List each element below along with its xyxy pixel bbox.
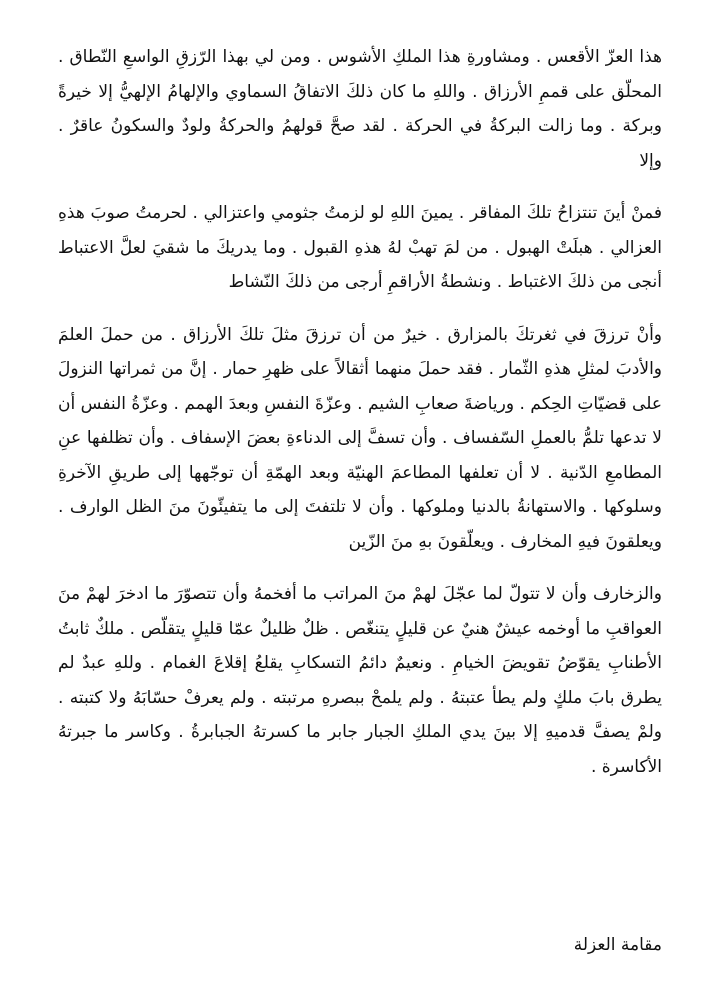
document-body — [58, 40, 662, 784]
paragraph-1: هذا العزّ الأقعس . ومشاورةِ هذا الملكِ الأشوس . ومن لي بهذا الرّزقِ الواسعِ النّطاق . المحلّق على قممِ الأرزاق . واللهِ ما كان ذلكَ الاتفاقُ السماوي والإلهامُ الإلهيُّ إلا خيرةً وبركة . وما زالت البركةُ في الحركة . لقد صحَّ قولهمُ والحركةُ ولودٌ والسكونُ عاقرٌ . وإلا — [58, 47, 662, 171]
paragraph-2: فمنْ أينَ تنتزاحُ تلكَ المفاقر . يمينَ اللهِ لو لزمتُ جثومي واعتزالي . لحرمتُ صوبَ هذهِ العزالي . هبلَتْ الهبول . من لمَ تهبْ لهُ هذهِ القبول . وما يدريكَ ما شقيَ لعلَّ الاعتباط أنجى من ذلكَ الاغتباط . ونشطةُ الأراقمِ أرجى من ذلكَ النّشاط — [58, 203, 662, 292]
section-title: مقامة العزلة — [573, 935, 662, 955]
paragraph-4: والزخارف وأن لا تتولّ لما عجّلَ لهمْ منَ المراتب ما أفخمهُ وأن تتصوّرَ ما ادخرَ لهمْ منَ العواقبِ ما أوخمه عيشٌ هنيٌ عن قليلٍ يتنغّص . ظلٌ ظليلٌ عمّا قليلٍ يتقلّص . ملكٌ ثابتُ الأطنابِ يقوّضُ تقويضَ الخيامِ . ونعيمٌ دائمُ التسكابِ يقلعُ إقلاعَ الغمام . وللهِ عبدٌ لم يطرق بابَ ملكٍ ولم يطأ عتبتهُ . ولم يلمحْ ببصرهِ مرتبته . ولم يعرفْ حسّابَهُ ولا كتبته . ولمْ يصفَّ قدميهِ إلا بينَ يدي الملكِ الجبار جابر ما كسرتهُ الجبابرةُ . وكاسر ما جبرتهُ الأكاسرة . — [58, 584, 662, 777]
paragraph-3: وأنْ ترزقَ في ثغرتكَ بالمزارق . خيرٌ من أن ترزقَ مثلَ تلكَ الأرزاق . من حملَ العلمَ والأدبَ لمثلِ هذهِ الثّمار . فقد حملَ منهما أثقالاً على ظهرِ حمار . إنَّ من ثمراتها النزولَ على قضيّاتِ الحِكم . ورياضةَ صعابِ الشيم . وعزّةَ النفسِ وبعدَ الهمم . وعزّةُ النفس أن لا تدعها تلمُّ بالعملِ السّفساف . وأن تسفَّ إلى الدناءةِ بعضَ الإسفاف . وأن تظلفها عنِ المطامعِ الدّنية . لا أن تعلفها المطاعمَ الهنيّة وبعد الهمّةِ أن توجّهها إلى طريقِ الآخرةِ وسلوكها . والاستهانةُ بالدنيا وملوكها . وأن لا تلتفتَ إلى ما يتفيئّونَ منَ الظل الوارف . ويعلقونَ فيهِ المخارف . ويعلّقونَ بهِ منَ الزّين — [58, 324, 662, 552]
